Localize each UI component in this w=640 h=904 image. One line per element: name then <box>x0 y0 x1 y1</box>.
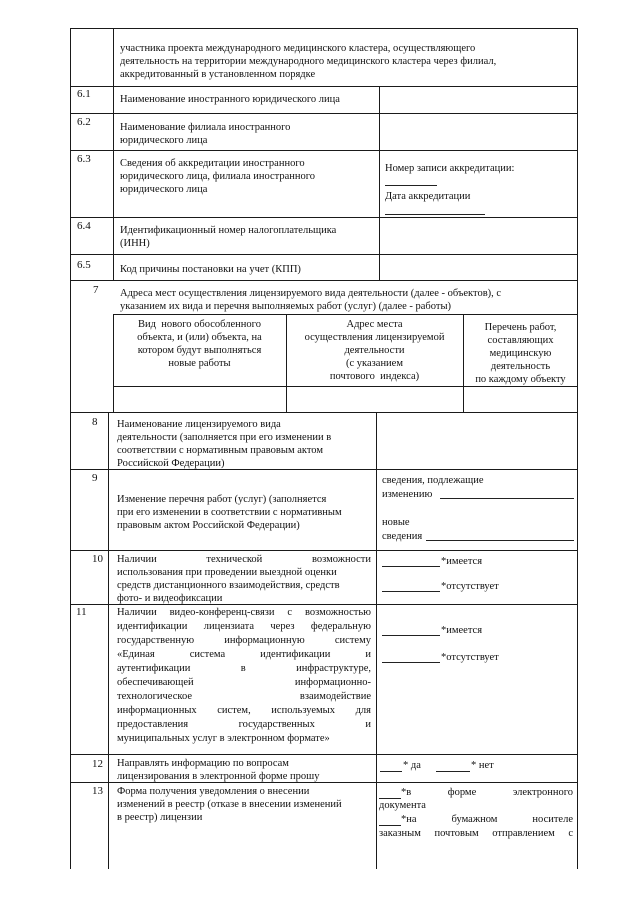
subtable-header-works: Перечень работ, составляющих медицинскую деятельность по каждому объекту <box>475 322 566 385</box>
option-absent: *отсутствует <box>441 652 499 663</box>
accreditation-date-field[interactable] <box>385 205 485 215</box>
row-divider <box>70 113 578 114</box>
row-number: 13 <box>92 785 103 797</box>
electronic-no-field[interactable] <box>436 762 470 772</box>
row-label-line: Наличии видео-конференц-связи с возможностью <box>117 607 371 618</box>
row-label: Изменение перечня работ (услуг) (заполняется при его изменении в соответствии с нормативным правовым актом Российской Федерации) <box>117 494 342 531</box>
row-number: 12 <box>92 758 103 770</box>
row-divider <box>70 550 578 551</box>
row-divider <box>70 754 578 755</box>
table-left-border <box>70 28 71 869</box>
new-info-field[interactable] <box>426 531 574 541</box>
subtable-header-address: Адрес места осуществления лицензируемой деятельности (с указанием почтового индекса) <box>304 319 445 382</box>
option-available: *имеется <box>441 625 483 636</box>
change-info-label: изменению <box>382 489 433 500</box>
row-label: Наименование филиала иностранного юридического лица <box>120 122 291 146</box>
value-column-divider <box>379 86 380 280</box>
row-divider <box>70 254 578 255</box>
row-label: Идентификационный номер налогоплательщика (ИНН) <box>120 225 337 249</box>
vcs-absent-field[interactable] <box>382 653 440 663</box>
row-label: Наименование лицензируемого вида деятельности (заполняется при его изменении в соответствии с нормативным правовым актом Российской Федерации) <box>117 419 332 469</box>
option-electronic: *в форме электронного <box>401 787 573 798</box>
row7-subtable-header-bottom <box>113 386 578 387</box>
option-yes: * да <box>403 760 421 771</box>
row-label-line: использования при проведении выездной оценки <box>117 567 337 578</box>
row-number: 6.2 <box>77 116 91 128</box>
option-no: * нет <box>471 760 494 771</box>
row-number: 11 <box>76 606 87 618</box>
value-column-divider-lower <box>376 412 377 869</box>
row-label: Адреса мест осуществления лицензируемого вида деятельности (далее - объектов), с указанием их вида и перечня выполняемых работ (услуг) (далее - работы) <box>120 288 502 312</box>
row-label: Код причины постановки на учет (КПП) <box>120 264 301 275</box>
row-number: 6.1 <box>77 88 91 100</box>
row-label: Сведения об аккредитации иностранного юридического лица, филиала иностранного юридического лица <box>120 158 316 195</box>
vcs-available-field[interactable] <box>382 626 440 636</box>
accreditation-record-label: Номер записи аккредитации: <box>385 163 515 174</box>
number-column-divider <box>113 28 114 280</box>
row-label-line: Наличии технической возможности <box>117 554 371 565</box>
option-available: *имеется <box>441 556 483 567</box>
option-electronic-cont: документа <box>379 800 426 811</box>
row-label-line: муниципальных услуг в электронном формате» <box>117 733 330 744</box>
row-label-line: идентификации лицензиата через федеральную <box>117 621 371 632</box>
row-label-line: средств дистанционного взаимодействия, средств <box>117 580 340 591</box>
row-divider <box>70 280 578 281</box>
option-paper: *на бумажном носителе <box>401 814 573 825</box>
form-paper-field[interactable] <box>379 816 401 826</box>
change-info-label: сведения, подлежащие <box>382 475 484 486</box>
row-number: 9 <box>92 472 98 484</box>
electronic-yes-field[interactable] <box>380 762 402 772</box>
row-label: Наименование иностранного юридического лица <box>120 94 340 105</box>
row-label-line: обеспечивающей информационно- <box>117 677 371 688</box>
row-label-line: «Единая система идентификации и <box>117 649 371 660</box>
table-top-border <box>70 28 578 29</box>
row-divider <box>70 150 578 151</box>
row-number: 10 <box>92 553 103 565</box>
row-number: 6.5 <box>77 259 91 271</box>
new-info-label: новые <box>382 517 410 528</box>
row-divider <box>70 86 578 87</box>
row7-subtable-top <box>113 314 578 315</box>
option-absent: *отсутствует <box>441 581 499 592</box>
row-label-line: государственную информационную систему <box>117 635 371 646</box>
row-label-line: технологическое взаимодействие <box>117 691 371 702</box>
row-label-line: информационных систем, используемых для <box>117 705 371 716</box>
tech-absent-field[interactable] <box>382 582 440 592</box>
row-number: 8 <box>92 416 98 428</box>
row-label-line: аутентификации в инфраструктуре, <box>117 663 371 674</box>
subtable-header-object-type: Вид нового обособленного объекта, и (или) объекта, на котором будут выполняться новые работы <box>137 319 262 369</box>
tech-available-field[interactable] <box>382 557 440 567</box>
row-divider <box>70 412 578 413</box>
new-info-label: сведения <box>382 531 423 542</box>
accreditation-record-field[interactable] <box>385 176 437 186</box>
number-column-divider-lower <box>108 412 109 869</box>
row-label-line: предоставления государственных и <box>117 719 371 730</box>
accreditation-date-label: Дата аккредитации <box>385 191 471 202</box>
change-info-field[interactable] <box>440 489 574 499</box>
option-paper-cont: заказным почтовым отправлением с <box>379 828 573 839</box>
table-right-border <box>577 28 578 869</box>
row-number: 6.3 <box>77 153 91 165</box>
row-number: 7 <box>93 284 99 296</box>
row-number: 6.4 <box>77 220 91 232</box>
row0-text: участника проекта международного медицинского кластера, осуществляющего деятельность на территории международного медицинского кластера через филиал, аккредитованный в установленном порядке <box>120 43 497 80</box>
form-electronic-field[interactable] <box>379 789 401 799</box>
row-label: Форма получения уведомления о внесении изменений в реестр (отказе в внесении изменений в реестр) лицензии <box>117 786 342 823</box>
row-label: Направлять информацию по вопросам лицензирования в электронной форме прошу <box>117 758 320 782</box>
row-label-line: фото- и видеофиксации <box>117 593 223 604</box>
row-divider <box>70 217 578 218</box>
